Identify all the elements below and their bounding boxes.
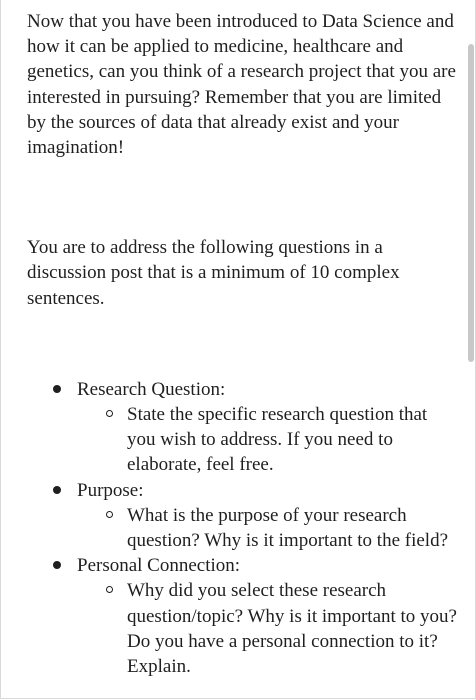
sub-list-item-text: State the specific research question that you wish to address. If you need to elaborate, feel free. <box>127 404 428 476</box>
list-item-heading: Research Question: <box>77 378 226 400</box>
disc-bullet-icon <box>53 561 61 569</box>
sub-list <box>77 578 457 679</box>
list-item-heading: Purpose: <box>77 479 144 501</box>
circle-bullet-icon <box>106 511 113 518</box>
intro-paragraph: Now that you have been introduced to Data Science and how it can be applied to medicine, healthcare and genetics, can you think of a research project that you are interested in pursuing? Remember that you are limited by the sources of data that already exist and your imagination! <box>27 11 456 159</box>
scrollbar[interactable] <box>468 0 475 698</box>
sub-list <box>77 402 457 478</box>
disc-bullet-icon <box>53 486 61 494</box>
instructions-paragraph: You are to address the following questions in a discussion post that is a minimum of 10 complex sentences. <box>27 237 400 309</box>
sub-list-item <box>77 578 457 679</box>
sub-list <box>77 503 457 553</box>
circle-bullet-icon <box>106 586 113 593</box>
circle-bullet-icon <box>106 410 113 417</box>
question-list <box>27 377 457 679</box>
sub-list-item <box>77 402 457 478</box>
sub-list-item-text: Why did you select these research question/topic? Why is it important to you? Do you have a personal connection to it? Explain. <box>127 580 457 678</box>
scrollbar-thumb[interactable] <box>468 44 474 362</box>
disc-bullet-icon <box>53 385 61 393</box>
list-item-research-question <box>27 377 457 478</box>
list-item-heading: Personal Connection: <box>77 555 241 577</box>
sub-list-item-text: What is the purpose of your research question? Why is it important to the field? <box>127 504 449 552</box>
list-item-personal-connection <box>27 553 457 679</box>
list-item-purpose <box>27 478 457 554</box>
discussion-prompt <box>27 9 457 679</box>
sub-list-item <box>77 503 457 553</box>
